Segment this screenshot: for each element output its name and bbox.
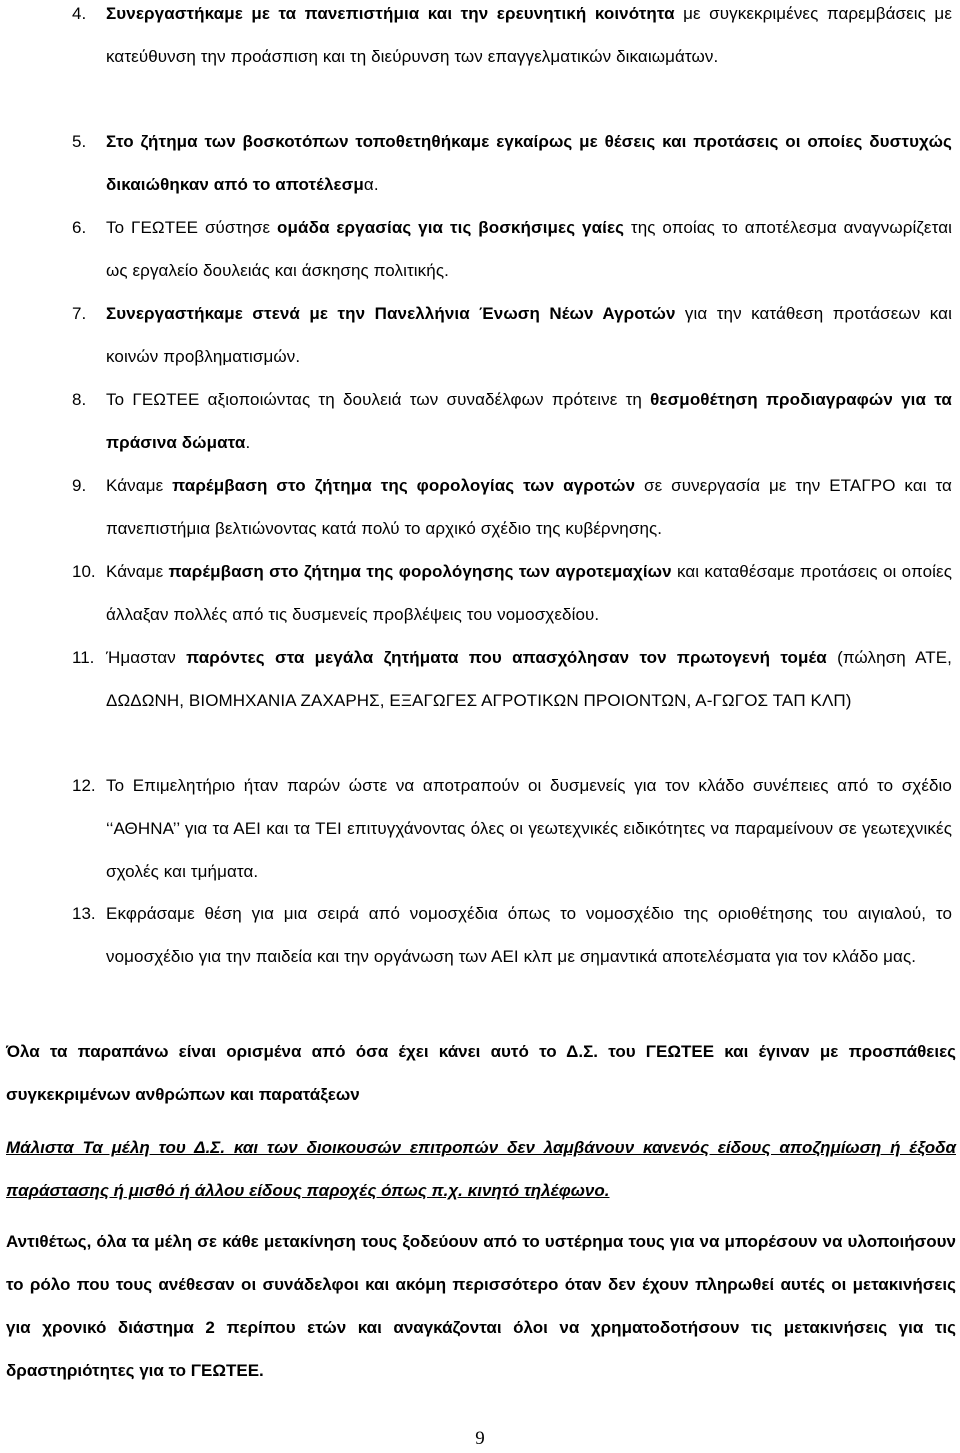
emphasis-text: παρέμβαση στο ζήτημα της φορολόγησης των αγροτεμαχίων	[168, 562, 672, 581]
body-text: με συγκεκριμένες παρεμβάσεις με κατεύθυνση την προάσπιση και τη διεύρυνση των επαγγελματικών δικαιωμάτων.	[106, 4, 953, 66]
list-item-text	[106, 292, 952, 378]
list-item-text	[106, 120, 952, 206]
body-text: Κάναμε	[106, 562, 169, 581]
body-text: της οποίας το αποτέλεσμα αναγνωρίζεται ως εργαλείο δουλειάς και άσκησης πολιτικής.	[106, 218, 952, 280]
emphasis-text: Στο ζήτημα των βοσκοτόπων τοποθετηθήκαμε εγκαίρως με θέσεις και προτάσεις οι οποίες δυστυχώς δικαιώθηκαν από το αποτέλεσμ	[106, 132, 952, 194]
body-text: Το ΓΕΩΤΕΕ σύστησε	[106, 218, 278, 237]
list-item-number: 11.	[72, 648, 95, 667]
list-item-number: 5.	[72, 132, 87, 151]
body-text: και καταθέσαμε προτάσεις οι οποίες άλλαξαν πολλές από τις δυσμενείς προβλέψεις του νομοσχεδίου.	[106, 562, 952, 624]
body-text: (πώληση ΑΤΕ, ΔΩΔΩΝΗ, ΒΙΟΜΗΧΑΝΙΑ ΖΑΧΑΡΗΣ, ΕΞΑΓΩΓΕΣ ΑΓΡΟΤΙΚΩΝ ΠΡΟΙΟΝΤΩΝ, Α-ΓΩΓΟΣ ΤΑΠ ΚΛΠ)	[106, 648, 952, 710]
summary-paragraph: Όλα τα παραπάνω είναι ορισμένα από όσα έχει κάνει αυτό το Δ.Σ. του ΓΕΩΤΕΕ και έγιναν με προσπάθειες συγκεκριμένων ανθρώπων και παρατάξεων	[6, 1042, 956, 1104]
list-item-number: 10.	[72, 562, 96, 581]
list-item-text	[106, 892, 952, 978]
list-item-number: 6.	[72, 218, 87, 237]
emphasis-text: θεσμοθέτηση προδιαγραφών για τα πράσινα δώματα	[106, 390, 952, 452]
list-item-number: 13.	[72, 904, 96, 923]
body-text: Το Επιμελητήριο ήταν παρών ώστε να αποτραπούν οι δυσμενείς για τον κλάδο συνέπειες από το σχέδιο ‘‘ΑΘΗΝΑ’’ για τα ΑΕΙ και τα ΤΕΙ επιτυγχάνοντας όλες οι γεωτεχνικές ειδικότητες να παραμείνουν σε γεωτεχνικές σχολές και τμήματα.	[106, 776, 952, 881]
list-item-number: 7.	[72, 304, 87, 323]
list-item-number: 8.	[72, 390, 87, 409]
body-text: Το ΓΕΩΤΕΕ αξιοποιώντας τη δουλειά των συναδέλφων πρότεινε τη	[106, 390, 651, 409]
body-text: Εκφράσαμε θέση για μια σειρά από νομοσχέδια όπως το νομοσχέδιο της οριοθέτησης του αιγιαλού, το νομοσχέδιο για την παιδεία και την οργάνωση των ΑΕΙ κλπ με σημαντικά αποτελέσματα για τον κλάδο μας.	[106, 904, 952, 966]
body-text: .	[245, 433, 251, 452]
list-item-text	[106, 206, 952, 292]
emphasis-text: παρόντες στα μεγάλα ζητήματα που απασχόλησαν τον πρωτογενή τομέα	[186, 648, 827, 667]
emphasis-text: παρέμβαση στο ζήτημα της φορολογίας των αγροτών	[172, 476, 636, 495]
list-item-text	[106, 378, 952, 464]
note-paragraph: Μάλιστα Τα μέλη του Δ.Σ. και των διοικουσών επιτροπών δεν λαμβάνουν κανενός είδους αποζημίωση ή έξοδα παράστασης ή μισθό ή άλλου είδους παροχές όπως π.χ. κινητό τηλέφωνο.	[6, 1138, 956, 1200]
list-item-number: 9.	[72, 476, 87, 495]
body-text: σε συνεργασία με την ΕΤΑΓΡΟ και τα πανεπιστήμια βελτιώνοντας κατά πολύ το αρχικό σχέδιο της κυβέρνησης.	[106, 476, 952, 538]
page-number: 9	[475, 1428, 485, 1449]
list-item-text	[106, 0, 952, 78]
emphasis-text: ομάδα εργασίας για τις βοσκήσιμες γαίες	[277, 218, 625, 237]
list-item-number: 4.	[72, 4, 87, 23]
list-item-text	[106, 764, 952, 893]
body-text: για την κατάθεση προτάσεων και κοινών προβληματισμών.	[106, 304, 952, 366]
list-item-text	[106, 464, 952, 550]
body-text: α.	[363, 175, 379, 194]
list-item-number: 12.	[72, 776, 96, 795]
body-text: Κάναμε	[106, 476, 173, 495]
contrast-paragraph: Αντιθέτως, όλα τα μέλη σε κάθε μετακίνηση τους ξοδεύουν από το υστέρημα τους για να μπορέσουν να υλοποιήσουν το ρόλο που τους ανέθεσαν οι συνάδελφοι και ακόμη περισσότερο όταν δεν έχουν πληρωθεί αυτές οι μετακινήσεις για χρονικό διάστημα 2 περίπου ετών και αναγκάζονται όλοι να χρηματοδοτήσουν τις μετακινήσεις για τις δραστηριότητες για το ΓΕΩΤΕΕ.	[6, 1232, 956, 1380]
list-item-text	[106, 550, 952, 636]
body-text: Ήμασταν	[106, 648, 187, 667]
emphasis-text: Συνεργαστήκαμε στενά με την Πανελλήνια Ένωση Νέων Αγροτών	[106, 304, 676, 323]
emphasis-text: Συνεργαστήκαμε με τα πανεπιστήμια και την ερευνητική κοινότητα	[106, 4, 675, 23]
list-item-text	[106, 636, 952, 722]
